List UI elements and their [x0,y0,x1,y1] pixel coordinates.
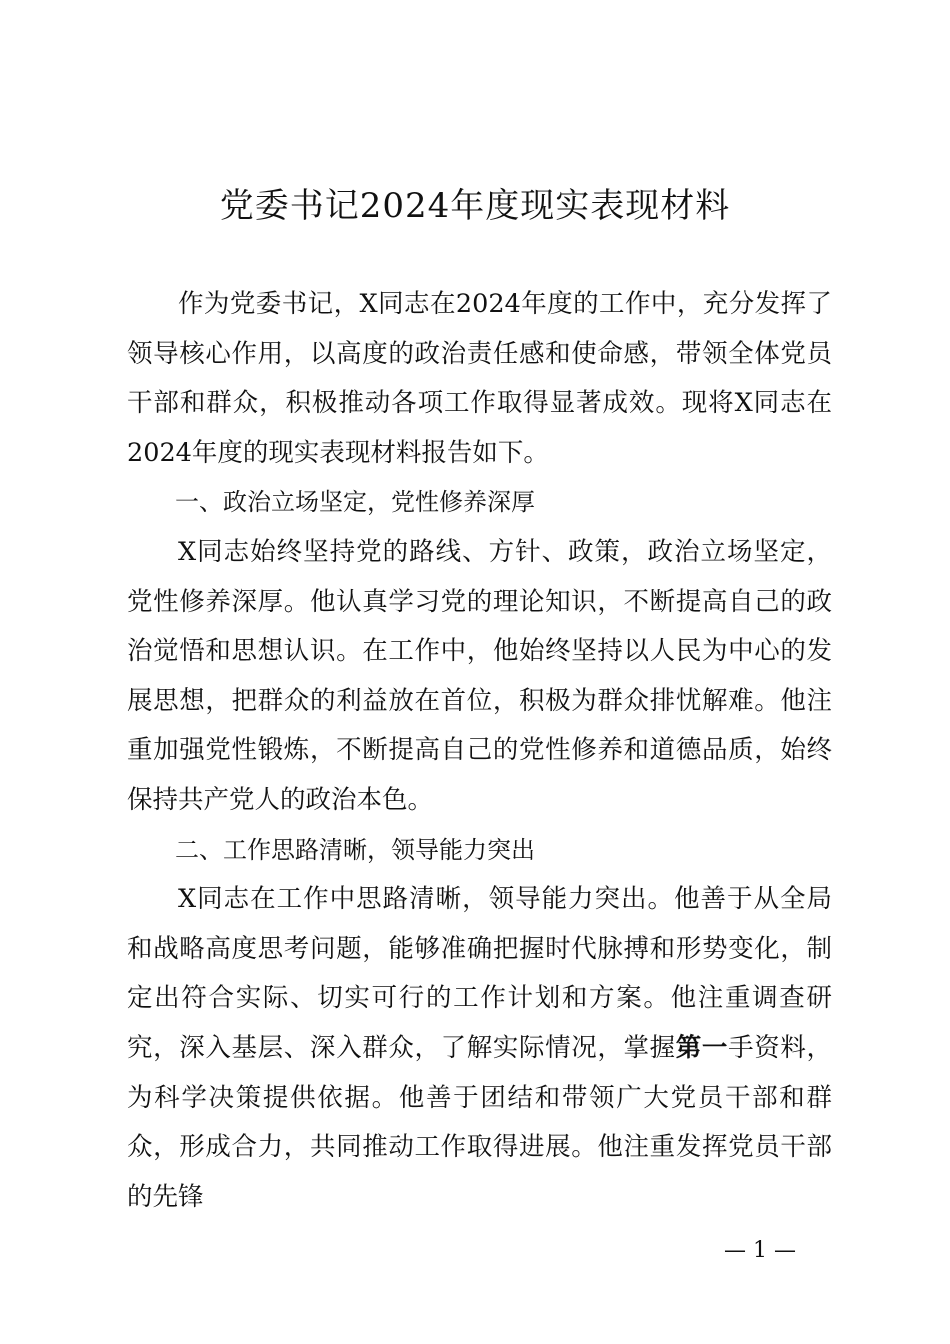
page-number: — 1 — [724,1238,796,1263]
section-2-paragraph [127,875,832,1222]
section-1-paragraph: X同志始终坚持党的路线、方针、政策，政治立场坚定，党性修养深厚。他认真学习党的理论知识，不断提高自己的政治觉悟和思想认识。在工作中，他始终坚持以人民为中心的发展思想，把群众的利益放在首位，积极为群众排忧解难。他注重加强党性锻炼，不断提高自己的党性修养和道德品质，始终保持共产党人的政治本色。 [127,536,832,815]
document-title: 党委书记2024年度现实表现材料 [219,186,731,226]
section-2-text-after: 手资料，为科学决策提供依据。他善于团结和带领广大党员干部和群众，形成合力，共同推动工作取得进展。他注重发挥党员干部的先锋 [127,1032,832,1212]
section-2-bold-text: 第一 [675,1032,729,1063]
section-heading-2: 二、工作思路清晰，领导能力突出 [175,835,535,864]
intro-paragraph: 作为党委书记，X同志在2024年度的工作中，充分发挥了领导核心作用，以高度的政治责任感和使命感，带领全体党员干部和群众，积极推动各项工作取得显著成效。现将X同志在2024年度的现实表现材料报告如下。 [127,289,832,468]
section-heading-1: 一、政治立场坚定，党性修养深厚 [175,488,535,517]
document-body [127,280,832,1222]
section-2-text-before: X同志在工作中思路清晰，领导能力突出。他善于从全局和战略高度思考问题，能够准确把握时代脉搏和形势变化，制定出符合实际、切实可行的工作计划和方案。他注重调查研究，深入基层、深入群众，了解实际情况，掌握 [127,884,832,1063]
